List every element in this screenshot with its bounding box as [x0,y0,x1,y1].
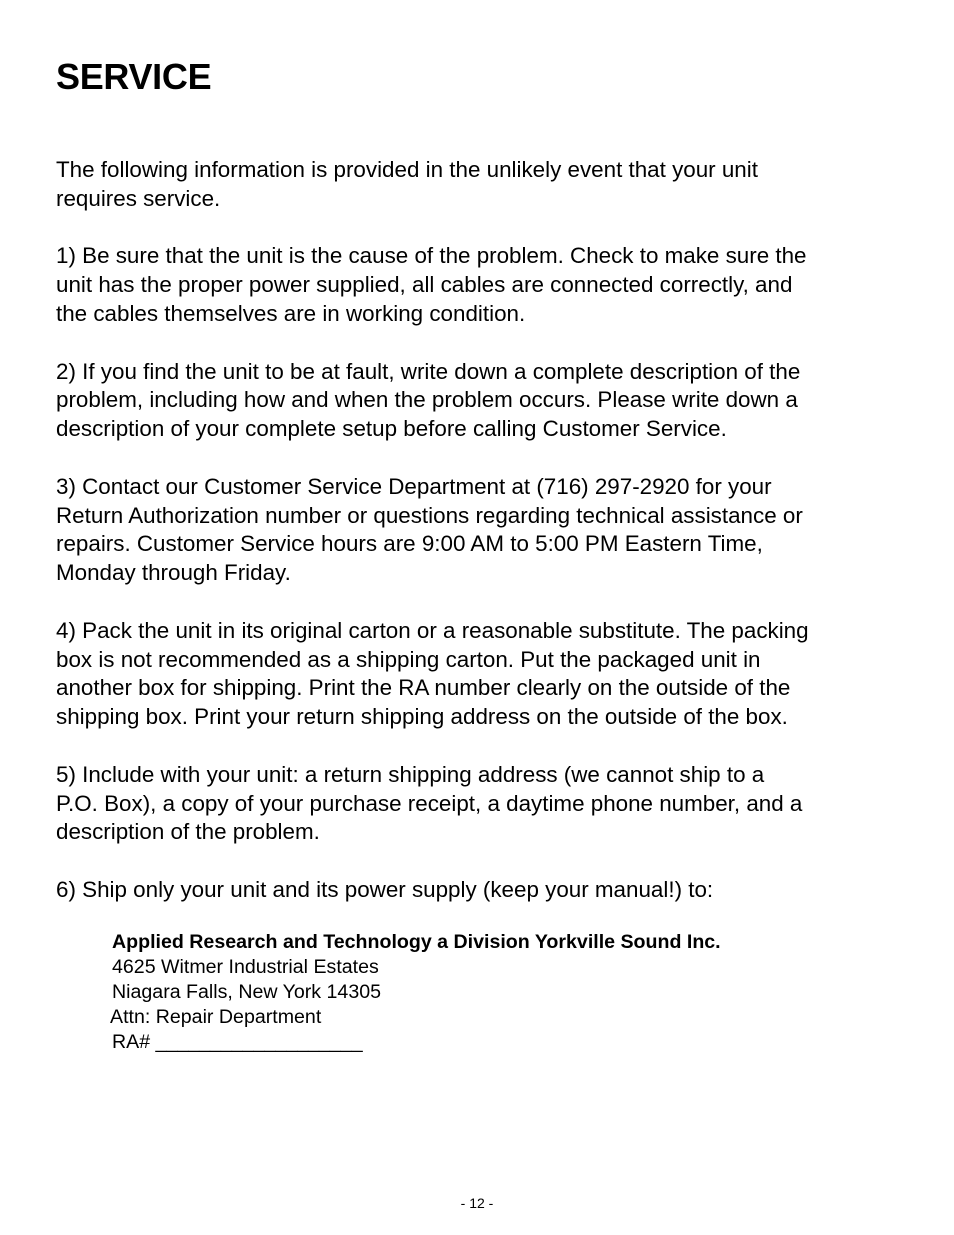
step-5-paragraph: 5) Include with your unit: a return shipping address (we cannot ship to a P.O. Box), a copy of your purchase receipt, a daytime phone number, and a description of the problem. [56,761,803,845]
address-city: Niagara Falls, New York 14305 [112,981,382,1003]
step-1-paragraph: 1) Be sure that the unit is the cause of the problem. Check to make sure the unit has the proper power supplied, all cables are connected correctly, and the cables themselves are in working condition. [56,243,807,326]
page-number: - 12 - [460,1195,494,1211]
shipping-address-block [112,930,721,1055]
address-ra-number: RA# ___________________ [112,1031,363,1053]
address-attn: Attn: Repair Department [110,1006,322,1028]
address-street: 4625 Witmer Industrial Estates [112,956,379,978]
step-3-paragraph: 3) Contact our Customer Service Department at (716) 297-2920 for your Return Authorization number or questions regarding technical assistance or repairs. Customer Service hours are 9:00 AM to 5:00 PM Eastern Time, Monday through Friday. [56,473,803,586]
page-title: SERVICE [56,56,212,97]
step-4-paragraph: 4) Pack the unit in its original carton or a reasonable substitute. The packing box is not recommended as a shipping carton. Put the packaged unit in another box for shipping. Print the RA number clearly on the outside of the shipping box. Print your return shipping address on the outside of the box. [56,617,809,730]
step-6-paragraph: 6) Ship only your unit and its power supply (keep your manual!) to: [56,876,714,902]
address-company: Applied Research and Technology a Division Yorkville Sound Inc. [112,931,721,953]
body-text [56,156,916,934]
intro-paragraph: The following information is provided in the unlikely event that your unit requires service. [56,157,758,211]
step-2-paragraph: 2) If you find the unit to be at fault, write down a complete description of the problem, including how and when the problem occurs. Please write down a description of your complete setup before calling Customer Service. [56,358,801,442]
